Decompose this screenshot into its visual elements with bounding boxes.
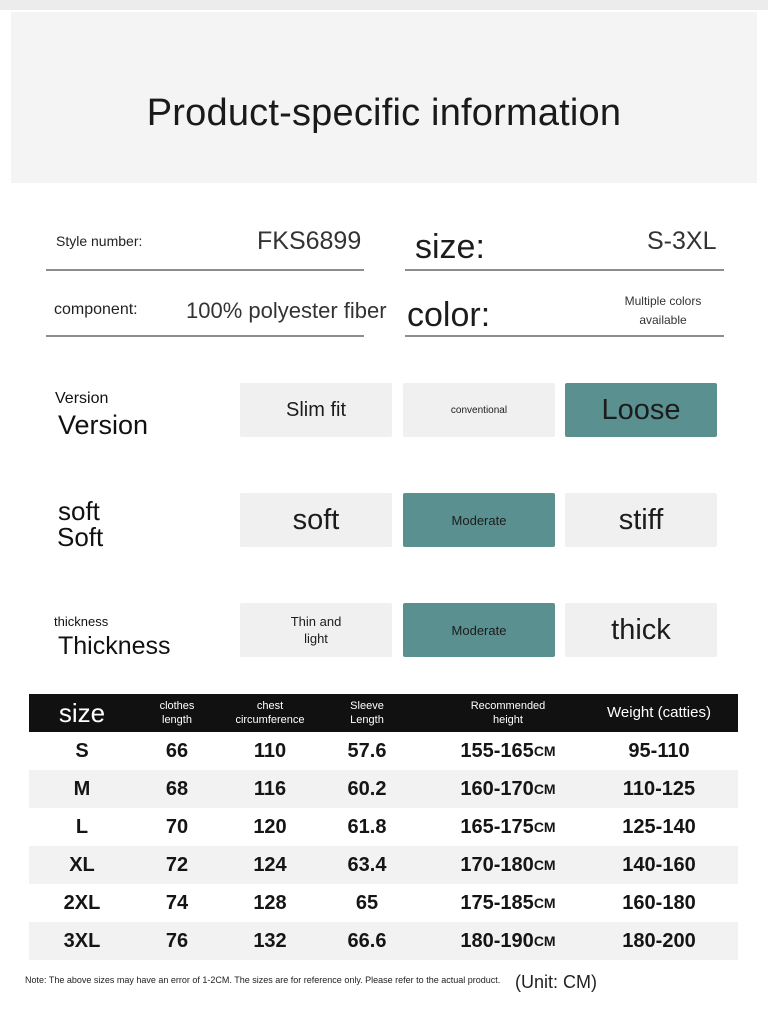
cell-sleeve: 57.6 [347, 739, 387, 762]
cell-weight: 95-110 [628, 739, 690, 762]
table-row [29, 846, 738, 884]
cell-size: M [73, 777, 91, 800]
option-slim-fit: Slim fit [240, 383, 392, 437]
unit-label: (Unit: CM) [515, 972, 597, 992]
header-size: size [58, 698, 106, 728]
component-label: component: [54, 301, 138, 318]
style-number-value: FKS6899 [257, 227, 362, 255]
option-loose-selected: Loose [565, 383, 717, 437]
header-chest-circumference: chest circumference [235, 700, 305, 726]
cell-sleeve: 66.6 [347, 929, 387, 952]
thickness-label-big: Thickness [58, 632, 171, 660]
soft-label-small: soft [58, 496, 100, 526]
cell-height: 160-170 CM [460, 777, 556, 800]
cell-height: 165-175 CM [460, 815, 556, 838]
cell-chest: 124 [253, 853, 287, 876]
cell-sleeve: 63.4 [347, 853, 387, 876]
option-moderate-selected: Moderate [403, 603, 555, 657]
table-row [29, 732, 738, 770]
cell-weight: 180-200 [622, 929, 696, 952]
cell-size: XL [69, 853, 95, 876]
cell-size: L [75, 815, 89, 838]
header-panel [11, 12, 757, 183]
cell-length: 66 [165, 739, 189, 762]
table-body [29, 732, 738, 960]
option-soft: soft [240, 493, 392, 547]
option-thin-and-light: Thin and light [240, 603, 392, 657]
cell-sleeve: 60.2 [347, 777, 387, 800]
option-conventional: conventional [403, 383, 555, 437]
header-sleeve-length: Sleeve Length [350, 700, 384, 726]
size-table [29, 694, 738, 960]
option-thick: thick [565, 603, 717, 657]
divider [405, 269, 724, 271]
cell-size: 3XL [63, 929, 101, 952]
page-title: Product-specific information [146, 92, 622, 134]
header-weight: Weight (catties) [607, 704, 711, 721]
table-row [29, 922, 738, 960]
thickness-label-small: thickness [54, 614, 109, 629]
cell-weight: 110-125 [622, 777, 696, 800]
version-label-small: Version [55, 390, 109, 407]
divider [46, 335, 364, 337]
cell-chest: 120 [253, 815, 287, 838]
cell-size: 2XL [63, 891, 101, 914]
cell-height: 170-180 CM [460, 853, 556, 876]
size-note: Note: The above sizes may have an error of 1-2CM. The sizes are for reference only. Please refer to the actual product. [25, 975, 501, 985]
divider [46, 269, 364, 271]
table-row [29, 884, 738, 922]
divider [405, 335, 724, 337]
size-value: S-3XL [647, 227, 717, 255]
color-value: Multiple colors available [624, 294, 702, 327]
option-moderate-selected: Moderate [403, 493, 555, 547]
top-strip [0, 0, 768, 10]
cell-length: 72 [165, 853, 189, 876]
cell-weight: 140-160 [622, 853, 696, 876]
cell-length: 74 [165, 891, 189, 914]
cell-sleeve: 65 [355, 891, 379, 914]
header-recommended-height: Recommended height [470, 700, 546, 726]
cell-sleeve: 61.8 [347, 815, 387, 838]
option-stiff: stiff [565, 493, 717, 547]
cell-height: 175-185 CM [460, 891, 556, 914]
cell-length: 68 [165, 777, 189, 800]
cell-height: 180-190 CM [460, 929, 556, 952]
cell-weight: 125-140 [622, 815, 696, 838]
table-header [29, 694, 738, 732]
cell-size: S [75, 739, 89, 762]
cell-chest: 116 [253, 777, 287, 800]
size-label: size: [415, 228, 485, 266]
header-clothes-length: clothes length [159, 700, 195, 726]
color-label: color: [407, 296, 491, 334]
cell-chest: 132 [253, 929, 287, 952]
table-row [29, 808, 738, 846]
cell-length: 70 [165, 815, 189, 838]
cell-chest: 110 [253, 739, 287, 762]
component-value: 100% polyester fiber [186, 298, 387, 323]
table-row [29, 770, 738, 808]
style-number-label: Style number: [56, 233, 143, 249]
version-label-big: Version [58, 410, 149, 440]
cell-length: 76 [165, 929, 189, 952]
cell-weight: 160-180 [622, 891, 696, 914]
soft-label-big: Soft [57, 522, 104, 552]
cell-chest: 128 [253, 891, 287, 914]
cell-height: 155-165 CM [460, 739, 556, 762]
